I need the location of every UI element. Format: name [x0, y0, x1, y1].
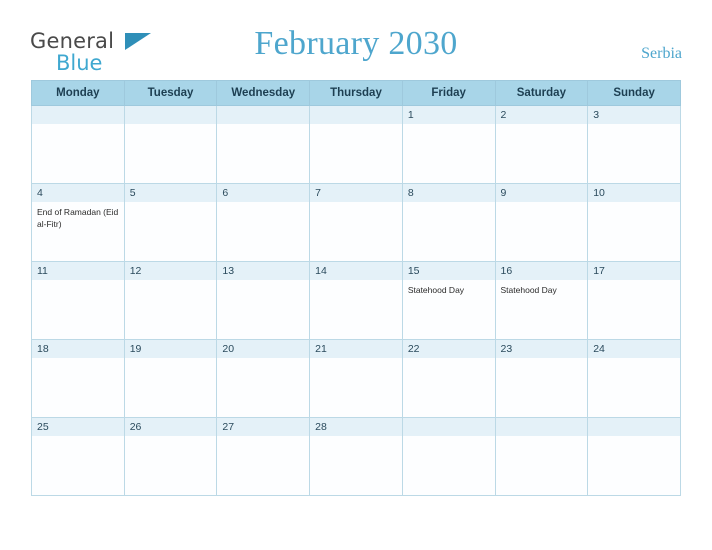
day-number: 15	[403, 262, 495, 280]
country-label: Serbia	[641, 45, 682, 62]
calendar-empty-cell	[588, 418, 681, 496]
calendar-empty-cell	[402, 418, 495, 496]
day-events	[496, 124, 588, 129]
calendar-day-cell[interactable]	[124, 184, 217, 262]
calendar-day-cell[interactable]	[310, 184, 403, 262]
day-number: 18	[32, 340, 124, 358]
calendar-day-cell[interactable]	[588, 106, 681, 184]
calendar-day-cell[interactable]	[495, 106, 588, 184]
day-number: 10	[588, 184, 680, 202]
day-number	[217, 106, 309, 124]
calendar-empty-cell	[310, 106, 403, 184]
calendar-day-cell[interactable]	[32, 340, 125, 418]
day-events	[403, 436, 495, 441]
calendar-day-cell[interactable]	[402, 106, 495, 184]
day-number	[588, 418, 680, 436]
calendar-day-cell[interactable]	[124, 340, 217, 418]
day-number	[32, 106, 124, 124]
calendar-day-cell[interactable]	[310, 418, 403, 496]
day-events	[310, 124, 402, 129]
day-number: 9	[496, 184, 588, 202]
day-events	[310, 202, 402, 207]
logo-text-general: General	[30, 29, 115, 53]
day-events	[32, 124, 124, 129]
event-label: Statehood Day	[500, 285, 557, 295]
day-number	[125, 106, 217, 124]
calendar-day-cell[interactable]	[32, 418, 125, 496]
calendar-day-cell[interactable]	[588, 262, 681, 340]
event-label: Statehood Day	[407, 285, 465, 295]
calendar-day-cell[interactable]	[124, 262, 217, 340]
day-number: 19	[125, 340, 217, 358]
day-number: 20	[217, 340, 309, 358]
day-number: 7	[310, 184, 402, 202]
weekday-header-monday: Monday	[32, 81, 125, 106]
day-events	[403, 202, 495, 207]
calendar-day-cell[interactable]	[217, 184, 310, 262]
day-events	[217, 358, 309, 363]
day-events	[217, 202, 309, 207]
day-number: 25	[32, 418, 124, 436]
day-number: 27	[217, 418, 309, 436]
weekday-header-row	[32, 81, 681, 106]
calendar-day-cell[interactable]	[124, 418, 217, 496]
day-number: 17	[588, 262, 680, 280]
calendar-week-row	[32, 340, 681, 418]
page-header	[0, 0, 712, 78]
day-events	[32, 436, 124, 441]
day-events	[588, 124, 680, 129]
day-events	[32, 358, 124, 363]
day-number: 14	[310, 262, 402, 280]
day-number	[310, 106, 402, 124]
calendar-empty-cell	[217, 106, 310, 184]
day-events	[125, 124, 217, 129]
day-events	[125, 436, 217, 441]
calendar-day-cell[interactable]	[402, 340, 495, 418]
calendar-week-row	[32, 106, 681, 184]
day-events	[125, 280, 217, 285]
calendar-day-cell[interactable]	[217, 418, 310, 496]
day-events	[310, 436, 402, 441]
calendar-week-row	[32, 262, 681, 340]
day-events	[496, 280, 588, 297]
day-events	[588, 202, 680, 207]
day-number: 11	[32, 262, 124, 280]
day-number: 22	[403, 340, 495, 358]
day-number: 13	[217, 262, 309, 280]
calendar-day-cell[interactable]	[495, 340, 588, 418]
calendar-day-cell[interactable]	[495, 184, 588, 262]
day-number: 21	[310, 340, 402, 358]
page-title: February 2030	[254, 25, 458, 62]
calendar-week-row	[32, 418, 681, 496]
day-number: 8	[403, 184, 495, 202]
day-events	[403, 358, 495, 363]
day-events	[217, 124, 309, 129]
calendar-week-row	[32, 184, 681, 262]
weekday-header-thursday: Thursday	[310, 81, 403, 106]
day-events	[496, 436, 588, 441]
day-number: 1	[403, 106, 495, 124]
day-number: 12	[125, 262, 217, 280]
calendar-day-cell[interactable]	[32, 184, 125, 262]
day-number	[403, 418, 495, 436]
day-events	[32, 202, 124, 230]
day-number: 24	[588, 340, 680, 358]
day-number: 3	[588, 106, 680, 124]
event-label: End of Ramadan (Eid al-Fitr)	[37, 207, 119, 229]
weekday-header-wednesday: Wednesday	[217, 81, 310, 106]
day-number: 6	[217, 184, 309, 202]
calendar-day-cell[interactable]	[32, 262, 125, 340]
calendar-day-cell[interactable]	[402, 184, 495, 262]
weekday-header-friday: Friday	[402, 81, 495, 106]
day-events	[496, 358, 588, 363]
calendar-day-cell[interactable]	[495, 262, 588, 340]
day-events	[217, 280, 309, 285]
day-number: 23	[496, 340, 588, 358]
day-number: 5	[125, 184, 217, 202]
calendar-grid	[31, 80, 681, 496]
day-number	[496, 418, 588, 436]
day-number: 16	[496, 262, 588, 280]
calendar-day-cell[interactable]	[402, 262, 495, 340]
day-number: 2	[496, 106, 588, 124]
logo-text-blue: Blue	[56, 51, 103, 75]
calendar-day-cell[interactable]	[588, 340, 681, 418]
day-events	[588, 280, 680, 285]
calendar-empty-cell	[124, 106, 217, 184]
day-events	[125, 202, 217, 207]
day-events	[217, 436, 309, 441]
day-events	[588, 436, 680, 441]
day-number: 4	[32, 184, 124, 202]
day-events	[310, 358, 402, 363]
day-number: 28	[310, 418, 402, 436]
day-events	[588, 358, 680, 363]
calendar-body	[32, 106, 681, 496]
calendar-day-cell[interactable]	[217, 340, 310, 418]
calendar-day-cell[interactable]	[588, 184, 681, 262]
weekday-header-tuesday: Tuesday	[124, 81, 217, 106]
day-number: 26	[125, 418, 217, 436]
calendar-day-cell[interactable]	[310, 340, 403, 418]
day-events	[125, 358, 217, 363]
weekday-header-sunday: Sunday	[588, 81, 681, 106]
calendar-empty-cell	[32, 106, 125, 184]
day-events	[403, 280, 495, 297]
day-events	[403, 124, 495, 129]
day-events	[310, 280, 402, 285]
day-events	[32, 280, 124, 285]
weekday-header-saturday: Saturday	[495, 81, 588, 106]
calendar-day-cell[interactable]	[217, 262, 310, 340]
calendar-empty-cell	[495, 418, 588, 496]
day-events	[496, 202, 588, 207]
calendar-day-cell[interactable]	[310, 262, 403, 340]
